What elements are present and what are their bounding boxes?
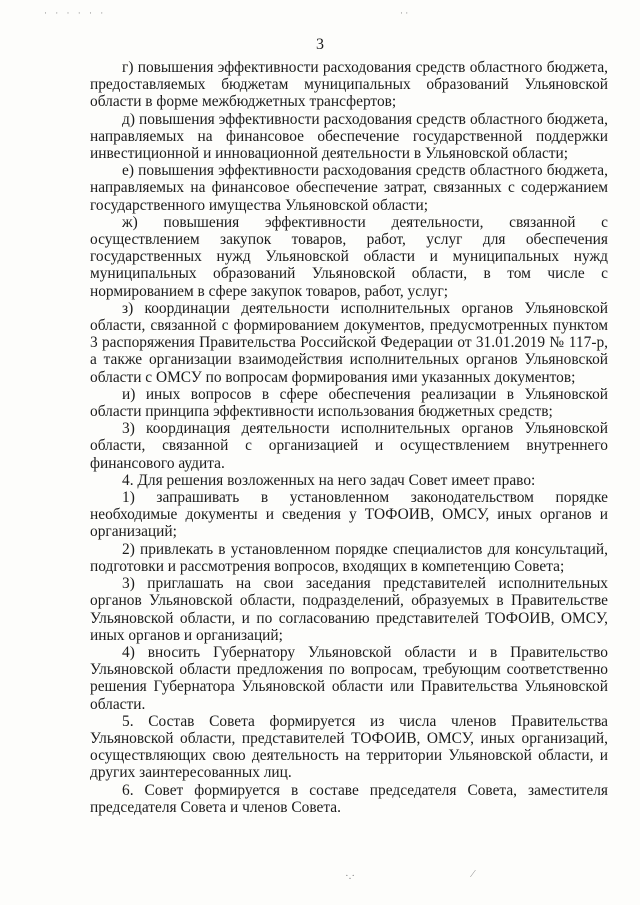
document-body (90, 59, 608, 816)
paragraph: и) иных вопросов в сфере обеспечения реализации в Ульяновской области принципа эффективности использования бюджетных средств; (90, 385, 608, 421)
paragraph: е) повышения эффективности расходования средств областного бюджета, направляемых на финансовое обеспечение затрат, связанных с содержанием государственного имущества Ульяновской области; (90, 162, 608, 214)
paragraph: ж) повышения эффективности деятельности, связанной с осуществлением закупок товаров, работ, услуг для обеспечения государственных нужд Ульяновской области и муниципальных нужд муниципальных образований Ульяновской области, в том числе с нормированием в сфере закупок товаров, работ, услуг; (90, 213, 608, 300)
paragraph: 3) приглашать на свои заседания представителей исполнительных органов Ульяновской области, подразделений, образуемых в Правительстве Ульяновской области, и по согласованию представителей ТОФОИВ, ОМСУ, иных органов и организаций; (90, 575, 608, 644)
paragraph: з) координации деятельности исполнительных органов Ульяновской области, связанной с формированием документов, предусмотренных пунктом 3 распоряжения Правительства Российской Федерации от 31.01.2019 № 117-р, а также организации взаимодействия исполнительных органов Ульяновской области с ОМСУ по вопросам формирования ими указанных документов; (90, 299, 608, 386)
scan-artifact: ·.· (345, 870, 356, 882)
paragraph: г) повышения эффективности расходования средств областного бюджета, предоставляемых бюджетам муниципальных образований Ульяновской области в форме межбюджетных трансфертов; (90, 59, 608, 111)
paragraph: 6. Совет формируется в составе председателя Совета, заместителя председателя Совета и членов Совета. (90, 781, 608, 816)
paragraph: 4. Для решения возложенных на него задач Совет имеет право: (122, 471, 536, 489)
paragraph: д) повышения эффективности расходования средств областного бюджета, направляемых на финансовое обеспечение государственной поддержки инвестиционной и инновационной деятельности в Ульяновской области; (90, 110, 608, 163)
paragraph: 4) вносить Губернатору Ульяновской области и в Правительство Ульяновской области предложения по вопросам, требующим соответственно решения Губернатора Ульяновской области или Правительства Ульяновской области. (90, 643, 608, 713)
scan-artifact: ⁄ (472, 868, 474, 880)
scan-artifact: · · (400, 8, 409, 18)
page-number: 3 (316, 36, 324, 53)
paragraph: 2) привлекать в установленном порядке специалистов для консультаций, подготовки и рассмотрения вопросов, входящих в компетенцию Совета; (90, 540, 608, 575)
paragraph: 3) координация деятельности исполнительных органов Ульяновской области, связанной с организацией и осуществлением внутреннего финансового аудита. (90, 420, 608, 472)
paragraph: 1) запрашивать в установленном законодательством порядке необходимые документы и сведения у ТОФОИВ, ОМСУ, иных органов и организаций; (90, 489, 608, 541)
scan-artifact: · · · · · · (44, 8, 107, 18)
paragraph: 5. Состав Совета формируется из числа членов Правительства Ульяновской области, представителей ТОФОИВ, ОМСУ, иных организаций, осуществляющих свою деятельность на территории Ульяновской области, и других заинтересованных лиц. (90, 712, 608, 782)
